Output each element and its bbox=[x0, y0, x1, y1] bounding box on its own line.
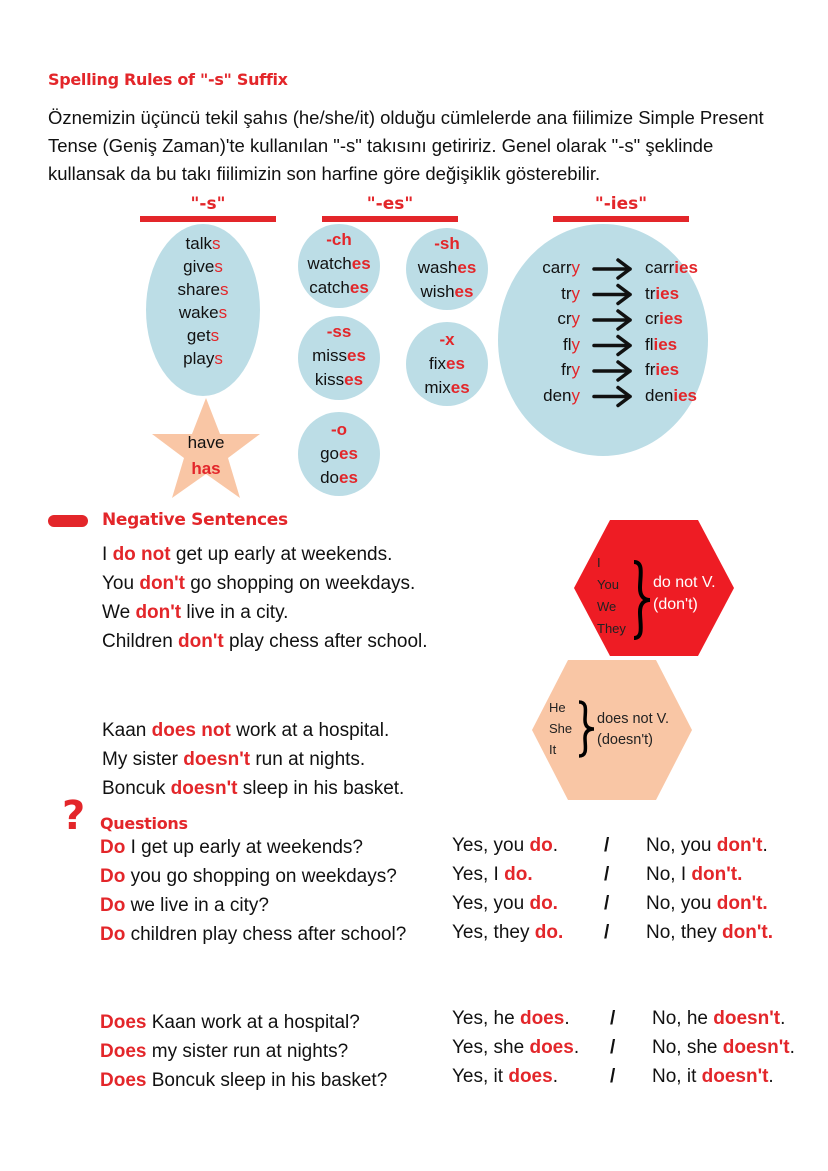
hex2-rule-short: (doesn't) bbox=[597, 732, 653, 748]
hex2-rule bbox=[597, 709, 669, 751]
ies-base-word: carry bbox=[542, 258, 580, 277]
ies-base-word: fry bbox=[561, 360, 580, 379]
hex1-rule-short: (don't) bbox=[653, 596, 698, 613]
question-sentence: Do we live in a city? bbox=[100, 895, 269, 916]
slash-separator: / bbox=[610, 1037, 616, 1058]
slash-separator: / bbox=[604, 893, 610, 914]
s-word-list bbox=[146, 232, 260, 370]
s-word: gets bbox=[186, 326, 220, 345]
es-sh-group bbox=[406, 232, 488, 304]
arrow-right-icon bbox=[594, 311, 630, 329]
hex2-subjects bbox=[549, 697, 572, 760]
no-answer: No, it doesn't. bbox=[652, 1066, 774, 1087]
es-x-label: -x bbox=[439, 330, 455, 349]
no-answer: No, they don't. bbox=[646, 922, 773, 943]
yes-answers-plural bbox=[452, 831, 563, 947]
negative-sentence: I do not get up early at weekends. bbox=[102, 544, 393, 565]
ies-form-word: tries bbox=[645, 283, 680, 303]
slash-separator: / bbox=[604, 835, 610, 856]
questions-heading: Questions bbox=[100, 814, 188, 833]
s-word: plays bbox=[183, 349, 223, 368]
questions-group-plural bbox=[100, 833, 406, 949]
question-sentence: Do I get up early at weekends? bbox=[100, 837, 363, 858]
es-word: fixes bbox=[429, 354, 465, 373]
ies-arrows bbox=[590, 256, 636, 410]
negative-sentence: Boncuk doesn't sleep in his basket. bbox=[102, 778, 405, 799]
answer-separators-singular bbox=[610, 1004, 615, 1091]
ies-form-word: cries bbox=[645, 309, 683, 328]
yes-answer: Yes, he does. bbox=[452, 1008, 570, 1029]
hex1-subject: I bbox=[597, 555, 601, 570]
yes-answer: Yes, you do. bbox=[452, 835, 558, 856]
es-o-label: -o bbox=[330, 420, 348, 439]
es-word: misses bbox=[312, 346, 366, 365]
arrow-right-icon bbox=[594, 388, 630, 406]
question-mark-icon: ? bbox=[62, 793, 86, 839]
negative-sentence: Kaan does not work at a hospital. bbox=[102, 720, 390, 741]
hex2-subject: She bbox=[549, 721, 573, 736]
intro-paragraph: Öznemizin üçüncü tekil şahıs (he/she/it) olduğu cümlelerde ana fiilimize Simple Present Tense (Geniş Zaman)'te kullanılan "-s" takısını getiririz. Genel olarak "-s" şeklinde kullansak da bu takı fiilimizin son harfine göre değişiklik gösterebilir. bbox=[48, 107, 764, 184]
yes-answer: Yes, you do. bbox=[452, 893, 558, 914]
header-s: "-s" bbox=[190, 194, 226, 214]
es-word: mixes bbox=[424, 378, 470, 397]
negative-sentence: We don't live in a city. bbox=[102, 602, 289, 623]
question-sentence: Does Boncuk sleep in his basket? bbox=[100, 1070, 388, 1091]
s-word: gives bbox=[183, 257, 223, 276]
slash-separator: / bbox=[604, 864, 610, 885]
slash-separator: / bbox=[604, 922, 610, 943]
ies-form-word: flies bbox=[645, 334, 678, 354]
es-ss-label: -ss bbox=[326, 322, 352, 341]
es-word: kisses bbox=[314, 370, 364, 389]
es-sh-label: -sh bbox=[434, 234, 460, 253]
ies-form-list bbox=[645, 255, 715, 408]
no-answer: No, you don't. bbox=[646, 893, 768, 914]
es-word: watches bbox=[307, 254, 371, 273]
slash-separator: / bbox=[610, 1066, 616, 1087]
es-word: goes bbox=[320, 444, 358, 463]
ies-base-word: try bbox=[561, 283, 580, 303]
question-sentence: Do children play chess after school? bbox=[100, 924, 407, 945]
question-sentence: Does Kaan work at a hospital? bbox=[100, 1012, 360, 1033]
no-answer: No, you don't. bbox=[646, 835, 768, 856]
hex1-subject: We bbox=[597, 599, 617, 614]
minus-icon bbox=[48, 515, 88, 527]
es-word: does bbox=[320, 468, 358, 487]
brace-icon bbox=[576, 700, 596, 758]
ies-base-word: cry bbox=[557, 309, 580, 328]
brace-icon bbox=[630, 560, 652, 640]
questions-group-singular bbox=[100, 1008, 387, 1095]
es-word: catches bbox=[309, 278, 369, 297]
negative-sentence: My sister doesn't run at nights. bbox=[102, 749, 366, 770]
header-bar-es bbox=[322, 216, 458, 222]
ies-base-word: deny bbox=[543, 385, 580, 405]
es-ch-label: -ch bbox=[326, 230, 352, 249]
es-ch-group bbox=[298, 228, 380, 300]
es-word: washes bbox=[417, 258, 477, 277]
es-ss-group bbox=[298, 320, 380, 392]
ies-base-word: fly bbox=[563, 334, 580, 354]
hex2-rule-long: does not V. bbox=[597, 711, 670, 727]
s-word: wakes bbox=[178, 303, 228, 322]
yes-answers-singular bbox=[452, 1004, 579, 1091]
negative-sentence: Children don't play chess after school. bbox=[102, 631, 428, 652]
star-irregular-form: has bbox=[191, 459, 221, 478]
ies-form-word: carries bbox=[645, 258, 698, 277]
yes-answer: Yes, it does. bbox=[452, 1066, 558, 1087]
no-answer: No, she doesn't. bbox=[652, 1037, 795, 1058]
negative-group-singular bbox=[102, 716, 404, 803]
no-answer: No, I don't. bbox=[646, 864, 743, 885]
s-words-blob bbox=[146, 224, 260, 396]
negative-group-plural bbox=[102, 540, 428, 656]
negative-sentence: You don't go shopping on weekdays. bbox=[102, 573, 416, 594]
no-answers-plural bbox=[646, 831, 773, 947]
hex1-subject: They bbox=[597, 621, 626, 636]
ies-form-word: fries bbox=[645, 360, 680, 379]
ies-form-word: denies bbox=[645, 385, 698, 405]
star-text bbox=[150, 430, 262, 482]
es-o-group bbox=[298, 418, 380, 490]
answer-separators-plural bbox=[604, 831, 609, 947]
question-sentence: Does my sister run at nights? bbox=[100, 1041, 349, 1062]
arrow-right-icon bbox=[594, 362, 630, 380]
star-base-word: have bbox=[187, 433, 225, 452]
header-bar-ies bbox=[553, 216, 689, 222]
no-answer: No, he doesn't. bbox=[652, 1008, 786, 1029]
arrow-right-icon bbox=[594, 337, 630, 355]
ies-base-list bbox=[520, 255, 580, 408]
es-x-group bbox=[406, 328, 488, 400]
hex1-subject: You bbox=[597, 577, 619, 592]
header-bar-s bbox=[140, 216, 276, 222]
slash-separator: / bbox=[610, 1008, 616, 1029]
question-sentence: Do you go shopping on weekdays? bbox=[100, 866, 397, 887]
header-es: "-es" bbox=[366, 194, 414, 214]
arrow-right-icon bbox=[594, 286, 630, 304]
negative-heading: Negative Sentences bbox=[102, 510, 288, 530]
hex1-rule bbox=[653, 572, 716, 616]
yes-answer: Yes, she does. bbox=[452, 1037, 580, 1058]
s-word: talks bbox=[185, 234, 221, 253]
no-answers-singular bbox=[652, 1004, 795, 1091]
yes-answer: Yes, they do. bbox=[452, 922, 564, 943]
hex2-subject: He bbox=[549, 700, 566, 715]
page-title: Spelling Rules of "-s" Suffix bbox=[48, 70, 288, 89]
hex1-subjects bbox=[597, 552, 626, 640]
header-ies: "-ies" bbox=[594, 194, 648, 214]
arrow-right-icon bbox=[594, 260, 630, 278]
hex1-rule-long: do not V. bbox=[653, 574, 716, 591]
es-word: wishes bbox=[420, 282, 474, 301]
yes-answer: Yes, I do. bbox=[452, 864, 533, 885]
s-word: shares bbox=[177, 280, 229, 299]
hex2-subject: It bbox=[549, 742, 557, 757]
